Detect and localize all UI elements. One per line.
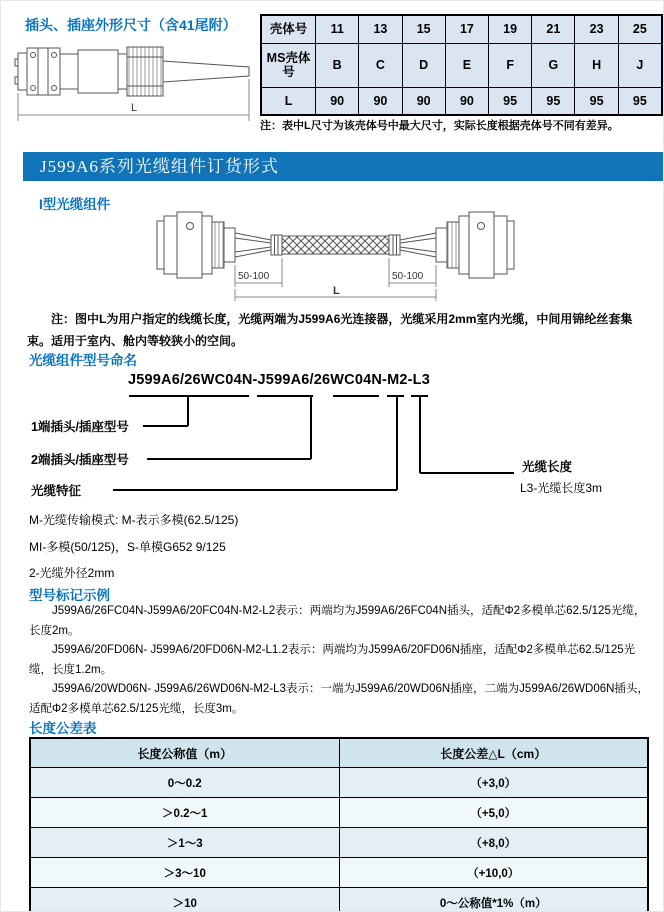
- dim-total-label: L: [333, 285, 340, 297]
- table-row: [30, 798, 648, 828]
- section-banner: J599A6系列光缆组件订货形式: [23, 152, 664, 181]
- cell: 25: [618, 15, 662, 43]
- shell-size-table: [260, 14, 663, 116]
- cell-tolerance: （+8,0）: [339, 828, 648, 858]
- table-row: [30, 858, 648, 888]
- cable-assembly-drawing: [153, 205, 518, 305]
- cell: 95: [618, 87, 662, 115]
- dim-right-label: 50-100: [392, 271, 424, 282]
- dim-label-l: L: [131, 102, 138, 114]
- col-header-nominal-length: 长度公称值（m）: [30, 738, 339, 768]
- type1-label: I型光缆组件: [39, 197, 111, 212]
- cell: G: [532, 43, 575, 87]
- cell: 23: [575, 15, 618, 43]
- example-paragraph-1: J599A6/26FC04N-J599A6/20FC04N-M2-L2表示：两端均为J599A6/26FC04N插头，适配Φ2多模单芯62.5/125光缆，长度2m。: [29, 605, 646, 637]
- cell-nominal: 0～0.2: [30, 768, 339, 798]
- cell: 90: [402, 87, 445, 115]
- example-paragraph-3: J599A6/20WD06N- J599A6/26WD06N-M2-L3表示：一端为J599A6/20WD06N插座，二端为J599A6/26WD06N插头，适配Φ2多模单芯62.5/125光缆，长度3m。: [29, 683, 649, 715]
- row-header-L: L: [261, 87, 316, 115]
- length-tolerance-table: [29, 737, 649, 912]
- label-end1: 1端插头/插座型号: [31, 420, 129, 434]
- cable-note: 注：图中L为用户指定的线缆长度，光缆两端为J599A6光连接器，光缆采用2mm室内光缆，中间用锦纶丝套集束。适用于室内、舱内等较狭小的空间。: [27, 312, 633, 348]
- cell-tolerance: （+10,0）: [339, 858, 648, 888]
- cell: 17: [445, 15, 488, 43]
- part-number-code: J599A6/26WC04N-J599A6/26WC04N-M2-L3: [128, 372, 430, 388]
- table-row: [261, 87, 662, 115]
- cell-nominal: ＞1～3: [30, 828, 339, 858]
- cell: E: [445, 43, 488, 87]
- label-cable-length: 光缆长度: [522, 460, 573, 474]
- cell: 21: [532, 15, 575, 43]
- row-header-shell-no: 壳体号: [261, 15, 316, 43]
- cell: J: [618, 43, 662, 87]
- cell: F: [489, 43, 532, 87]
- example-paragraph-2: J599A6/20FD06N- J599A6/20FD06N-M2-L1.2表示：两端均为J599A6/20FD06N插座，适配Φ2多模单芯62.5/125光缆，长度1.2m。: [29, 644, 636, 676]
- feature-line-2: MI-多模(50/125)，S-单模G652 9/125: [29, 539, 226, 554]
- cell: C: [359, 43, 402, 87]
- outline-section-title: 插头、插座外形尺寸（含41尾附）: [25, 17, 237, 33]
- naming-section-title: 光缆组件型号命名: [29, 353, 137, 368]
- tolerance-section-title: 长度公差表: [29, 721, 97, 736]
- examples-block: [29, 602, 649, 719]
- shell-table-note: 注：表中L尺寸为该壳体号中最大尺寸，实际长度根据壳体号不同有差异。: [260, 120, 619, 132]
- table-header-row: [30, 738, 648, 768]
- cell: 13: [359, 15, 402, 43]
- cell: 90: [445, 87, 488, 115]
- row-header-ms-shell-no: MS壳体号: [261, 43, 316, 87]
- table-row: [261, 15, 662, 43]
- cell: 90: [359, 87, 402, 115]
- cell: 15: [402, 15, 445, 43]
- feature-lines: [29, 507, 238, 587]
- cable-length-desc: L3-光缆长度3m: [520, 481, 603, 495]
- dim-left-label: 50-100: [238, 271, 270, 282]
- cell: 95: [532, 87, 575, 115]
- cell: 90: [316, 87, 359, 115]
- cell: H: [575, 43, 618, 87]
- cell-nominal: ＞10: [30, 888, 339, 912]
- cell: 95: [489, 87, 532, 115]
- label-end2: 2端插头/插座型号: [31, 453, 129, 467]
- table-row: [30, 828, 648, 858]
- cell-tolerance: （+3,0）: [339, 768, 648, 798]
- cell-tolerance: 0～公称值*1%（m）: [339, 888, 648, 912]
- cell: B: [316, 43, 359, 87]
- table-row: [261, 43, 662, 87]
- cell: 11: [316, 15, 359, 43]
- feature-line-1: M-光缆传输模式: M-表示多模(62.5/125): [29, 513, 239, 527]
- table-row: [30, 888, 648, 912]
- label-cable-feature: 光缆特征: [31, 484, 82, 498]
- table-row: [30, 768, 648, 798]
- cell: 95: [575, 87, 618, 115]
- examples-section-title: 型号标记示例: [29, 588, 110, 603]
- naming-diagram: [1, 369, 664, 514]
- cell-tolerance: （+5,0）: [339, 798, 648, 828]
- col-header-tolerance: 长度公差△L（cm）: [339, 738, 648, 768]
- cell: D: [402, 43, 445, 87]
- feature-line-3: 2-光缆外径2mm: [29, 566, 115, 580]
- cell-nominal: ＞3～10: [30, 858, 339, 888]
- cell-nominal: ＞0.2～1: [30, 798, 339, 828]
- cell: 19: [489, 15, 532, 43]
- connector-outline-drawing: [11, 41, 256, 129]
